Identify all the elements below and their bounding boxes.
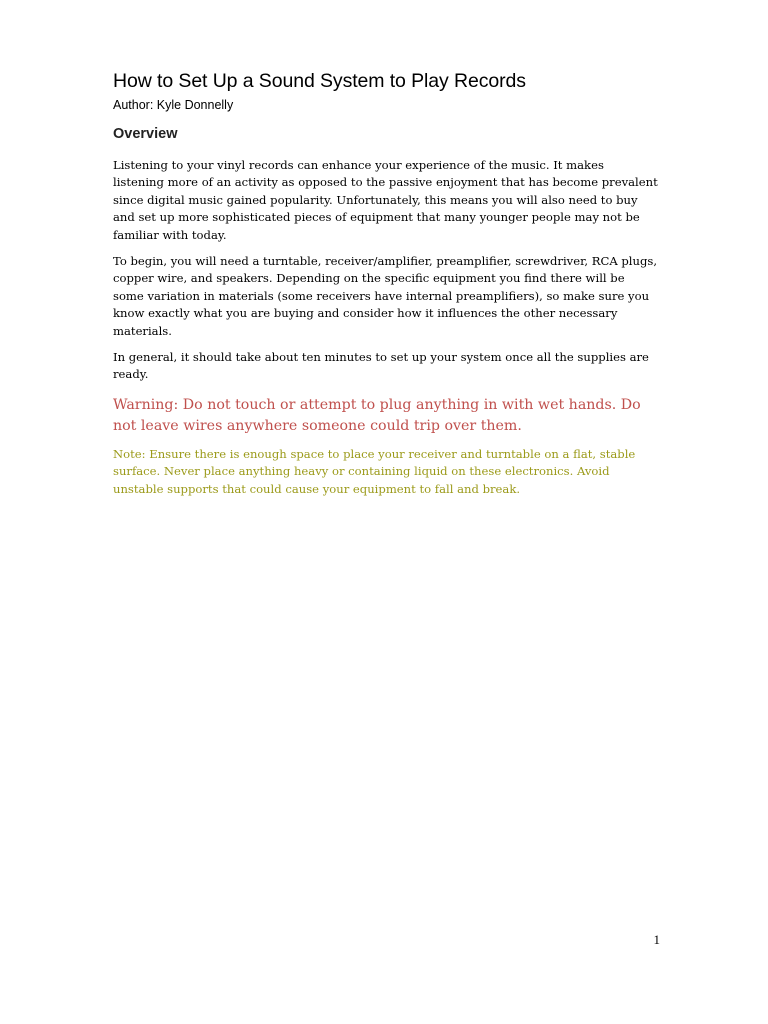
document-body: [113, 68, 658, 498]
paragraph-materials: To begin, you will need a turntable, receiver/amplifier, preamplifier, screwdriver, RCA plugs, copper wire, and speakers. Depending on the specific equipment you find there will be some variation in materials (some receivers have internal preamplifiers), so make sure you know exactly what you are buying and consider how it influences the other necessary materials.: [113, 254, 658, 338]
author-line: Author: Kyle Donnelly: [113, 98, 234, 112]
warning-text: Warning: Do not touch or attempt to plug anything in with wet hands. Do not leave wires anywhere someone could trip over them.: [113, 396, 641, 434]
paragraph-intro: Listening to your vinyl records can enhance your experience of the music. It makes listening more of an activity as opposed to the passive enjoyment that has become prevalent since digital music gained popularity. Unfortunately, this means you will also need to buy and set up more sophisticated pieces of equipment that many younger people may not be familiar with today.: [113, 158, 658, 242]
paragraph-time: In general, it should take about ten minutes to set up your system once all the supplies are ready.: [113, 350, 649, 382]
page-number: 1: [653, 932, 660, 947]
section-heading-overview: Overview: [113, 126, 178, 142]
note-text: Note: Ensure there is enough space to place your receiver and turntable on a flat, stable surface. Never place anything heavy or containing liquid on these electronics. Avoid unstable supports that could cause your equipment to fall and break.: [113, 446, 636, 496]
document-title: How to Set Up a Sound System to Play Records: [113, 70, 526, 92]
